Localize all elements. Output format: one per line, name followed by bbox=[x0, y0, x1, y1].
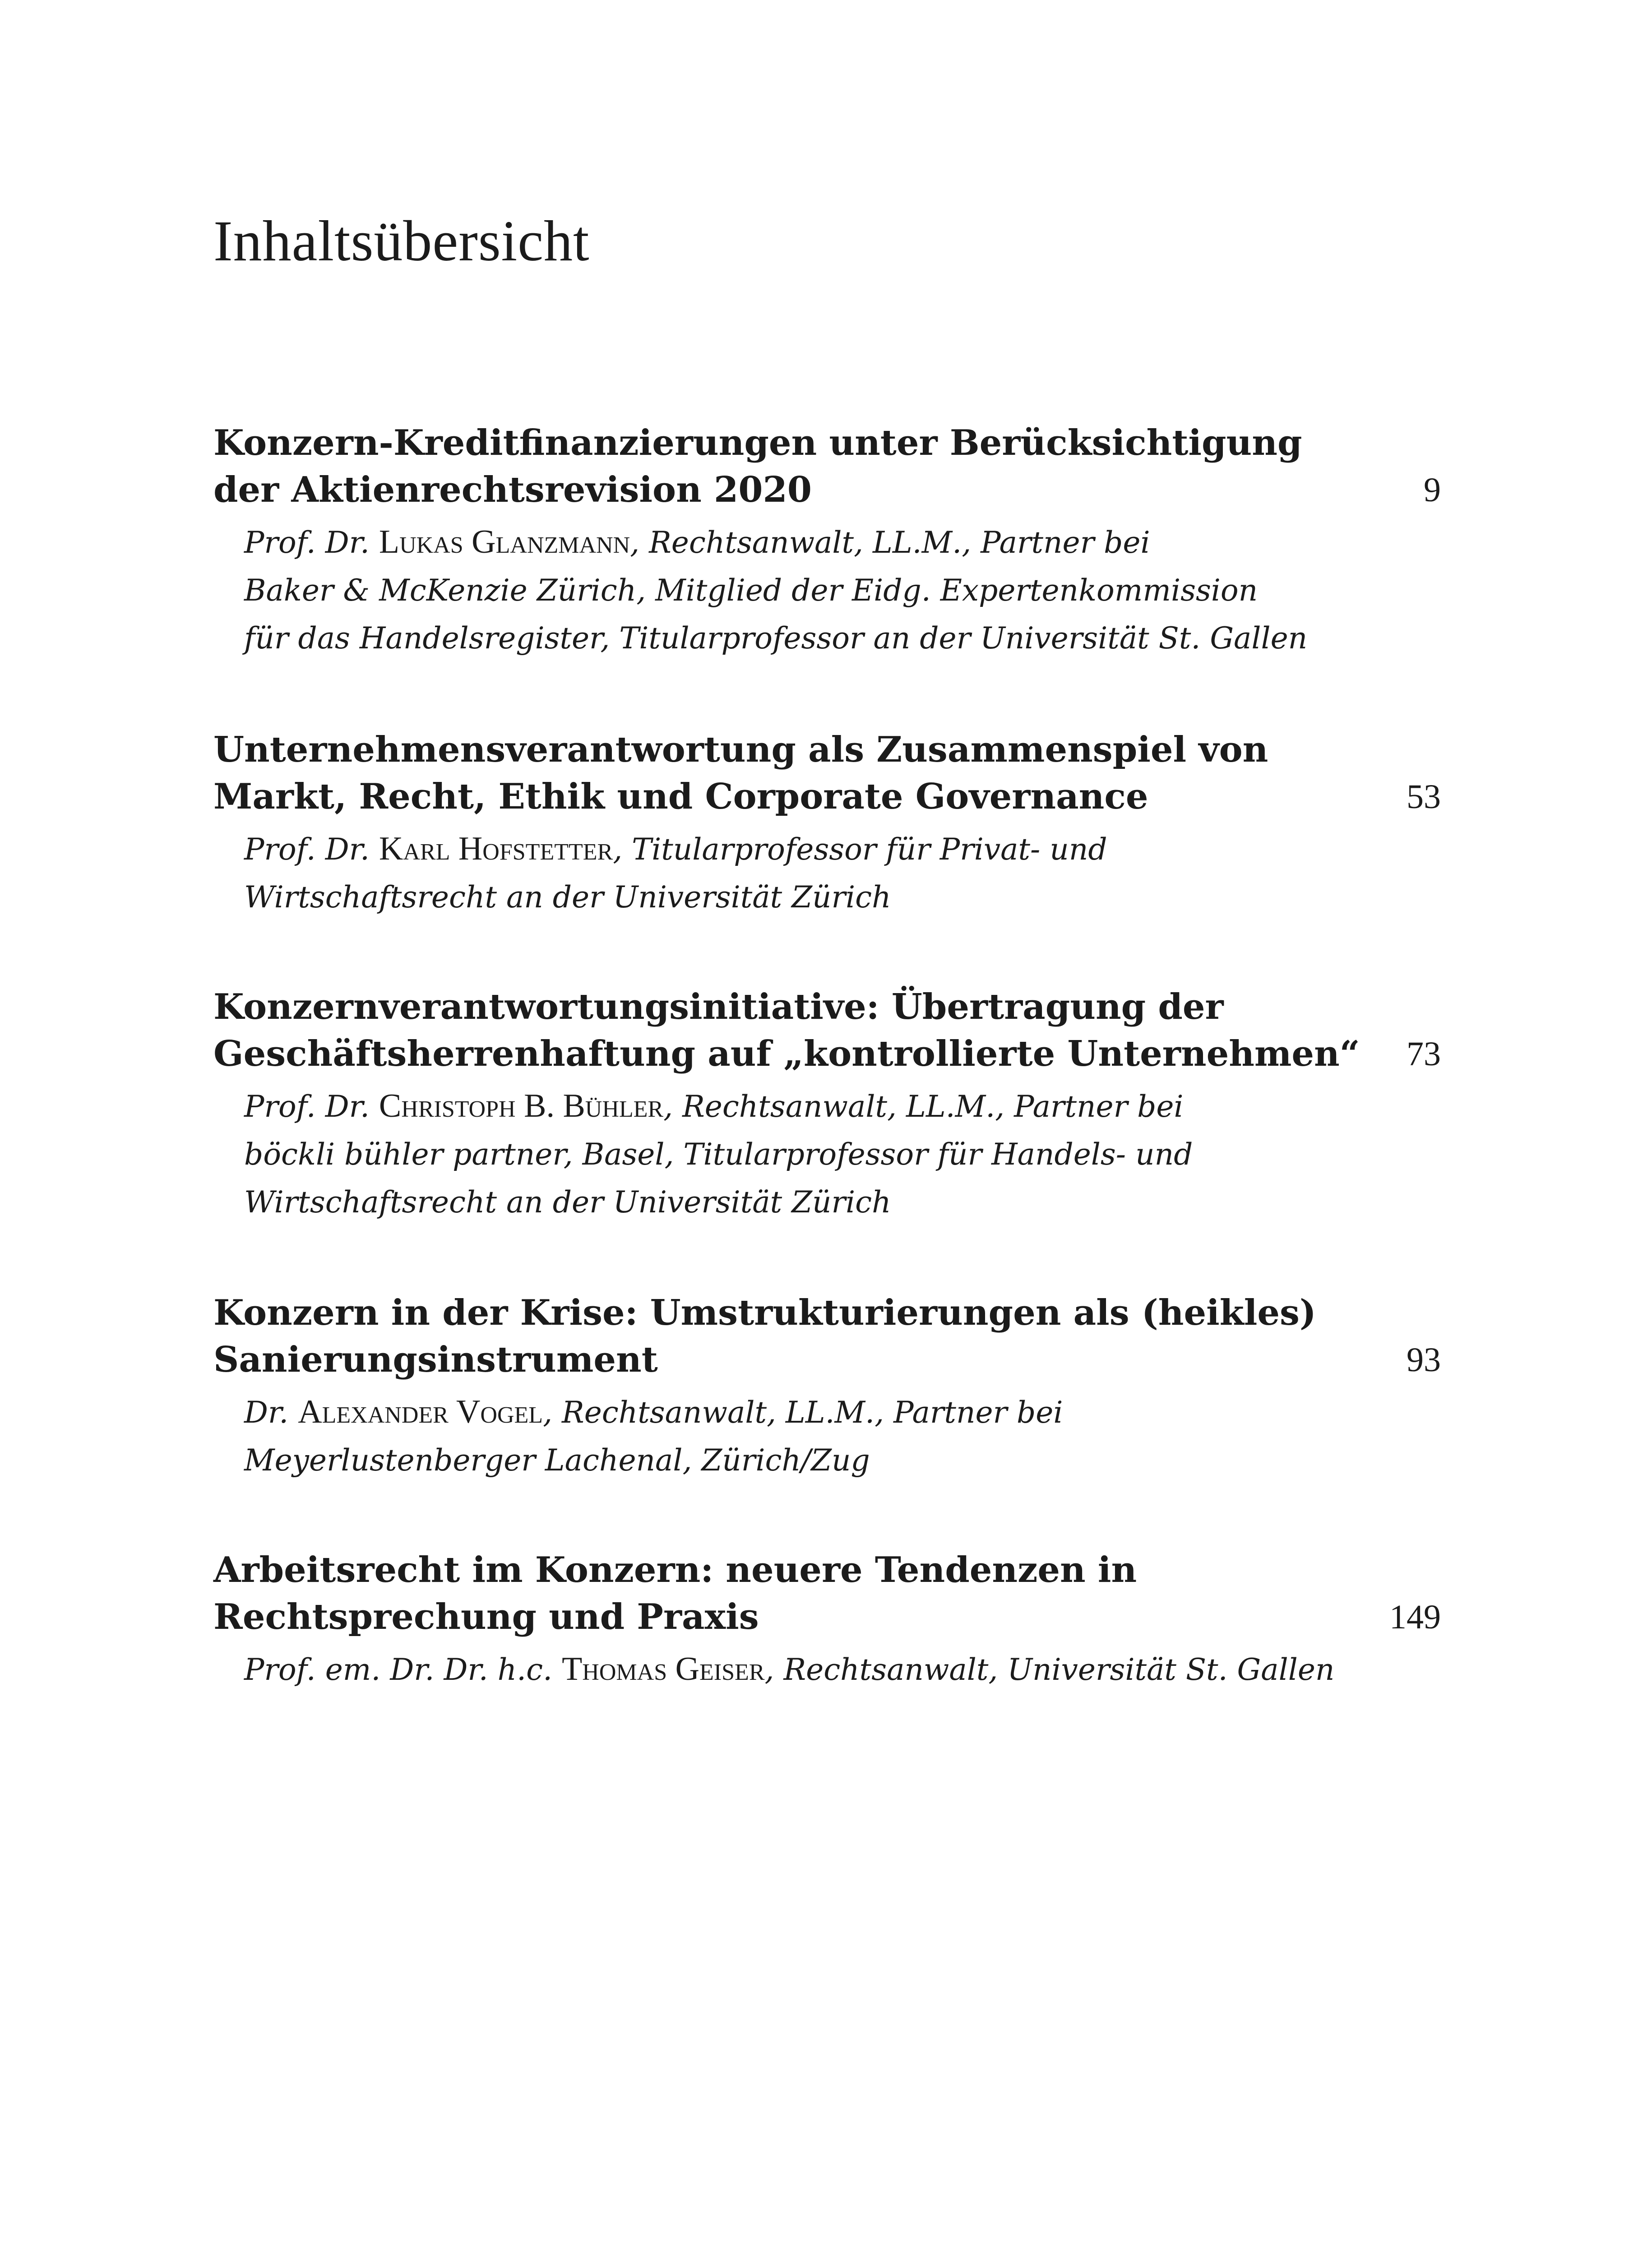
page-number[interactable]: 93 bbox=[1407, 1341, 1441, 1379]
entry-authors bbox=[213, 518, 1441, 662]
entry-title-line: Unternehmensverantwortung als Zusammenspiel von bbox=[213, 729, 1268, 770]
entry-title-line: Arbeitsrecht im Konzern: neuere Tendenzen in bbox=[213, 1549, 1137, 1590]
entry-authors bbox=[213, 1082, 1441, 1226]
entry-title-line: der Aktienrechtsrevision 2020 bbox=[213, 469, 812, 510]
page-number[interactable]: 149 bbox=[1389, 1598, 1441, 1636]
entry-title-line: Sanierungsinstrument bbox=[213, 1339, 658, 1380]
author-line: Wirtschaftsrecht an der Universität Zürich bbox=[244, 1185, 891, 1220]
author-name: Thomas Geiser bbox=[562, 1650, 765, 1687]
author-line: Prof. Dr. Lukas Glanzmann, Rechtsanwalt, LL.M., Partner bei bbox=[244, 523, 1150, 560]
toc-entry bbox=[213, 726, 1441, 921]
author-line: für das Handelsregister, Titularprofessor an der Universität St. Gallen bbox=[244, 621, 1308, 656]
entry-title[interactable] bbox=[213, 984, 1441, 1077]
author-line: Baker & McKenzie Zürich, Mitglied der Eidg. Expertenkommission bbox=[244, 573, 1258, 608]
entry-title-line: Geschäftsherrenhaftung auf „kontrollierte Unternehmen“ bbox=[213, 1033, 1360, 1074]
entry-authors bbox=[213, 1388, 1441, 1484]
entry-title-line: Konzern-Kreditfinanzierungen unter Berücksichtigung bbox=[213, 422, 1302, 463]
entry-title[interactable] bbox=[213, 726, 1441, 820]
toc-entry bbox=[213, 1290, 1441, 1484]
entry-title-line: Rechtsprechung und Praxis bbox=[213, 1596, 759, 1637]
author-line: Prof. Dr. Christoph B. Bühler, Rechtsanwalt, LL.M., Partner bei bbox=[244, 1087, 1184, 1124]
toc-entry bbox=[213, 420, 1441, 662]
author-name: Christoph B. Bühler bbox=[379, 1087, 664, 1124]
author-name: Lukas Glanzmann bbox=[379, 523, 630, 560]
author-line: Meyerlustenberger Lachenal, Zürich/Zug bbox=[244, 1443, 870, 1478]
entry-title[interactable] bbox=[213, 1547, 1441, 1641]
author-line: Prof. em. Dr. Dr. h.c. Thomas Geiser, Rechtsanwalt, Universität St. Gallen bbox=[244, 1650, 1335, 1687]
author-name: Karl Hofstetter bbox=[379, 830, 613, 867]
entry-authors bbox=[213, 825, 1441, 921]
author-line: böckli bühler partner, Basel, Titularprofessor für Handels- und bbox=[244, 1137, 1193, 1172]
toc-entry bbox=[213, 1547, 1441, 1694]
author-line: Wirtschaftsrecht an der Universität Zürich bbox=[244, 880, 891, 915]
page-number[interactable]: 73 bbox=[1407, 1035, 1441, 1073]
entry-title-line: Konzern in der Krise: Umstrukturierungen als (heikles) bbox=[213, 1292, 1316, 1333]
entry-authors bbox=[213, 1645, 1441, 1694]
author-name: Alexander Vogel bbox=[298, 1393, 543, 1430]
page-number[interactable]: 53 bbox=[1407, 778, 1441, 816]
entry-title-line: Konzernverantwortungsinitiative: Übertragung der bbox=[213, 986, 1224, 1027]
toc-entry bbox=[213, 984, 1441, 1226]
author-line: Dr. Alexander Vogel, Rechtsanwalt, LL.M., Partner bei bbox=[244, 1393, 1063, 1430]
entry-title[interactable] bbox=[213, 420, 1441, 513]
page-title: Inhaltsübersicht bbox=[213, 209, 590, 273]
entry-title[interactable] bbox=[213, 1290, 1441, 1383]
page-number[interactable]: 9 bbox=[1424, 471, 1441, 509]
entry-title-line: Markt, Recht, Ethik und Corporate Governance bbox=[213, 776, 1148, 817]
author-line: Prof. Dr. Karl Hofstetter, Titularprofessor für Privat- und bbox=[244, 830, 1107, 867]
